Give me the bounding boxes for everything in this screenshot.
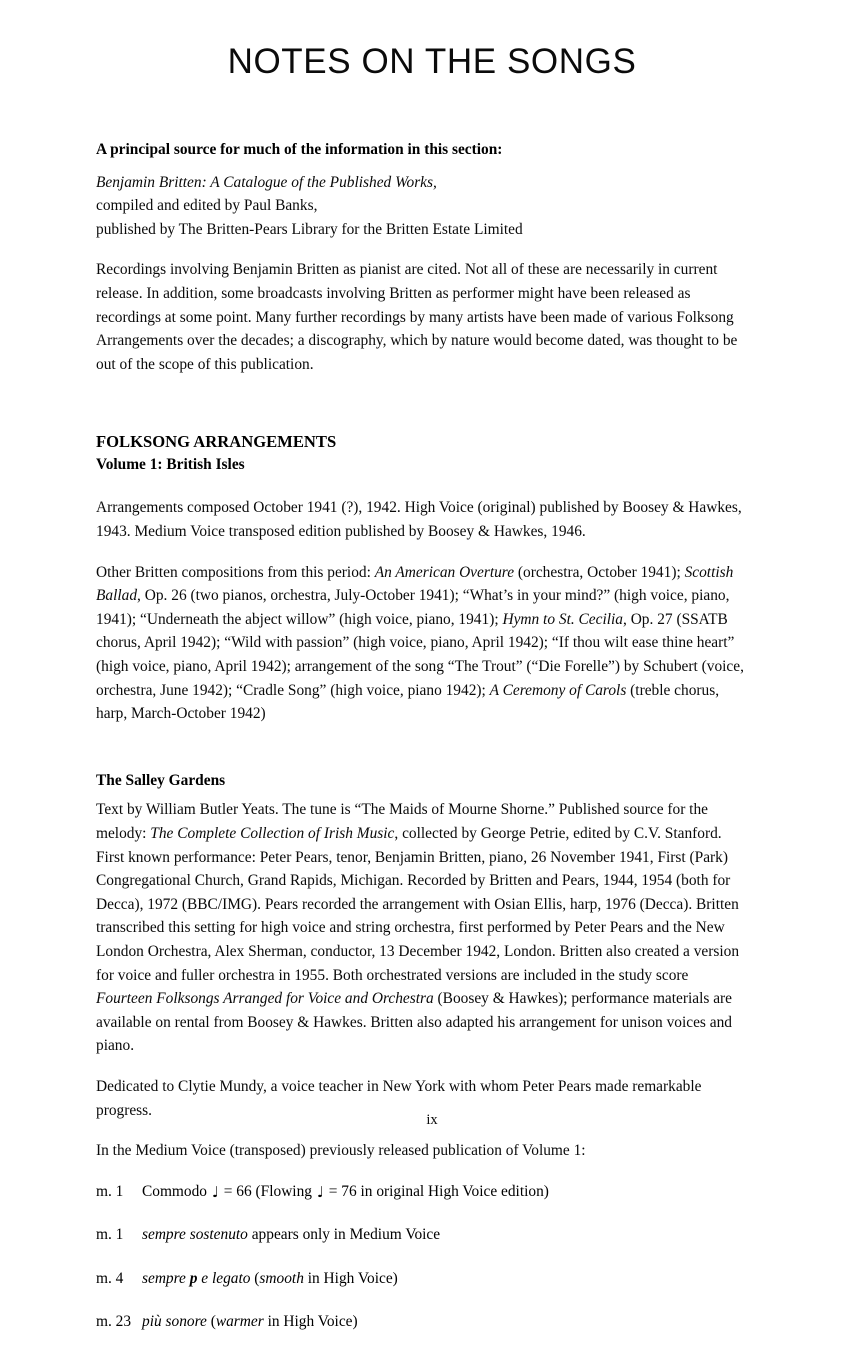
principal-source-heading: A principal source for much of the information in this section:	[96, 141, 503, 158]
quarter-note-icon: ♩	[211, 1182, 219, 1201]
measure-number: m. 4	[96, 1269, 124, 1287]
work-title-a-ceremony-of-carols: A Ceremony of Carols	[489, 681, 627, 699]
salley-seg-2: , collected by George Petrie, edited by C.V. Stanford. First known performance: Peter Pears, tenor, Benjamin Britten, piano, 26 November 1941, First (Park) Congregational Church, Grand Rapids, Michigan. Recorded by Britten and Pears, 1944, 1954 (both for Decca), 1972 (BBC/IMG). Pears recorded the arrangement with Osian Ellis, harp, 1976 (Decca). Britten transcribed this setting for high voice and string orchestra, first performed by Peter Pears and the New London Orchestra, Alex Sherman, conductor, 13 December 1942, London. Britten also created a version for voice and fuller orchestra in 1955. Both orchestrated versions are included in the study score	[96, 824, 740, 984]
work-title-complete-collection-irish-music: The Complete Collection of Irish Music	[150, 824, 395, 842]
salley-seg-1: Text by William Butler Yeats. The tune is “The Maids of Mourne Shorne.” Published source for the melody:	[96, 801, 708, 842]
page-content	[96, 138, 748, 1354]
measure-text-span: smooth	[259, 1269, 304, 1287]
measure-text-span: in High Voice)	[263, 1313, 358, 1331]
principal-source-block	[96, 138, 748, 241]
salley-gardens-main-paragraph	[96, 798, 748, 1058]
measure-number: m. 1	[96, 1182, 124, 1200]
measure-number: m. 23	[96, 1313, 132, 1331]
source-title-italic: : A Catalogue of the Published Works,	[201, 173, 437, 191]
measure-note-row	[96, 1310, 748, 1334]
other-comps-seg-3: , Op. 26 (two pianos, orchestra, July-October 1941); “What’s in your mind?” (high voice, piano, 1941); “Underneath the abject willow” (high voice, piano, 1941);	[96, 587, 730, 628]
recordings-paragraph: Recordings involving Benjamin Britten as pianist are cited. Not all of these are necessarily in current release. In addition, some broadcasts involving Britten as performer might have been released as recordings at some point. Many further recordings by many artists have been made of various Folksong Arrangements over the decades; a discography, which by nature would become dated, was thought to be out of the scope of this publication.	[96, 261, 738, 373]
measure-text-span: = 76 in original High Voice edition)	[324, 1182, 549, 1200]
measure-text-span: più sonore	[142, 1313, 207, 1331]
other-comps-seg-5: (treble chorus, harp, March-October 1942)	[96, 681, 720, 723]
work-title-scottish-ballad: Scottish Ballad	[96, 563, 734, 605]
measure-text-span: sempre sostenuto	[142, 1226, 248, 1244]
medium-voice-intro: In the Medium Voice (transposed) previously released publication of Volume 1:	[96, 1142, 586, 1160]
measure-note-row	[96, 1180, 748, 1204]
measure-text-span: appears only in Medium Voice	[247, 1226, 441, 1244]
other-compositions-paragraph	[96, 561, 748, 726]
measure-note-row	[96, 1267, 748, 1291]
other-comps-seg-2: (orchestra, October 1941);	[514, 563, 685, 581]
measure-text-span: = 66 (Flowing	[219, 1182, 316, 1200]
measure-number: m. 1	[96, 1226, 124, 1244]
work-title-hymn-to-st-cecilia: Hymn to St. Cecilia	[502, 610, 623, 628]
source-author-work-italic: Benjamin Britten	[96, 173, 202, 191]
folksong-section-heading: FOLKSONG ARRANGEMENTS	[96, 432, 337, 452]
page-title: NOTES ON THE SONGS	[227, 42, 637, 81]
measure-text-span: warmer	[215, 1313, 264, 1331]
measure-text-span: in High Voice)	[303, 1269, 398, 1287]
song-heading-salley-gardens: The Salley Gardens	[96, 771, 226, 789]
measure-text-span: Commodo	[142, 1182, 211, 1200]
measure-notes-list	[96, 1180, 748, 1334]
measure-text-span: (	[250, 1269, 260, 1287]
source-citation-line-3: published by The Britten-Pears Library for the Britten Estate Limited	[96, 220, 523, 238]
work-title-an-american-overture: An American Overture	[374, 563, 515, 581]
source-citation-line-2: compiled and edited by Paul Banks,	[96, 197, 318, 215]
salley-seg-3: (Boosey & Hawkes); performance materials are available on rental from Boosey & Hawkes. Britten also adapted his arrangement for unison voices and piano.	[96, 990, 732, 1055]
dedication-paragraph: Dedicated to Clytie Mundy, a voice teacher in New York with whom Peter Pears made remarkable progress.	[96, 1077, 702, 1119]
quarter-note-icon: ♩	[316, 1182, 324, 1201]
measure-text-span: e legato	[197, 1269, 251, 1287]
measure-text-span: (	[206, 1313, 216, 1331]
arrangements-paragraph: Arrangements composed October 1941 (?), 1942. High Voice (original) published by Boosey & Hawkes, 1943. Medium Voice transposed edition published by Boosey & Hawkes, 1946.	[96, 499, 742, 541]
other-comps-seg-4: , Op. 27 (SSATB chorus, April 1942); “Wild with passion” (high voice, piano, April 1942); “If thou wilt ease thine heart” (high voice, piano, April 1942); arrangement of the song “The Trout” (“Die Forelle”) by Schubert (voice, orchestra, June 1942); “Cradle Song” (high voice, piano 1942);	[96, 610, 744, 699]
source-citation-line-1	[96, 171, 748, 195]
work-title-fourteen-folksongs-arranged: Fourteen Folksongs Arranged for Voice and Orchestra	[96, 990, 434, 1008]
folksong-volume-subheading: Volume 1: British Isles	[96, 455, 245, 473]
other-comps-seg-1: Other Britten compositions from this period:	[96, 563, 375, 581]
song-spacer	[96, 743, 748, 769]
measure-description	[142, 1267, 748, 1291]
measure-description	[142, 1310, 748, 1334]
measure-note-row	[96, 1223, 748, 1247]
section-spacer	[96, 393, 748, 431]
measure-description	[142, 1180, 748, 1204]
page-folio-number: ix	[426, 1112, 438, 1128]
measure-text-span: sempre	[142, 1269, 190, 1287]
measure-description	[142, 1223, 748, 1247]
folksong-heading-block	[96, 431, 748, 476]
measure-text-span: p	[189, 1269, 198, 1287]
